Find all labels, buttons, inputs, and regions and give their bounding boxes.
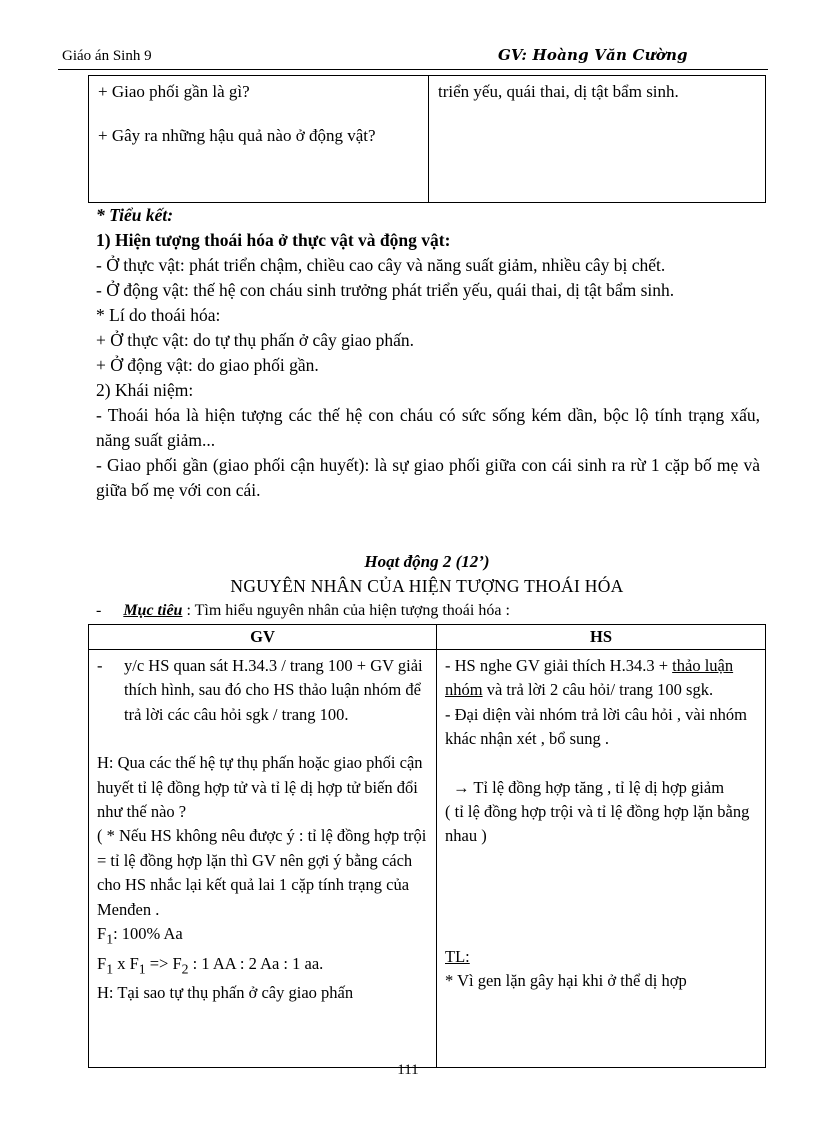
section-2-title: 2) Khái niệm: <box>96 380 194 400</box>
reason-animals: + Ở động vật: do giao phối gần. <box>96 355 319 375</box>
hs-tl-label: TL: <box>445 946 470 966</box>
activity-title: NGUYÊN NHÂN CỦA HIỆN TƯỢNG THOÁI HÓA <box>230 576 624 596</box>
objective-dash: - <box>96 602 102 619</box>
gv-cross-line: $F_1$ x $F_1 => F_2$ : 1 AA : 2 Aa : 1 aa. <box>97 953 324 977</box>
reason-title: * Lí do thoái hóa: <box>96 305 221 325</box>
section-1-animals: - Ở động vật: thế hệ con cháu sinh trưởng phát triển yếu, quái thai, dị tật bẩm sinh. <box>96 280 675 300</box>
gv-f1-line: $F_1$: 100% Aa <box>97 924 183 947</box>
section-2-inbreeding: - Giao phối gần (giao phối cận huyết): là sự giao phối giữa con cái sinh ra rừ 1 cặp bố mẹ và giữa bố mẹ với con cái. <box>96 455 760 500</box>
column-header-hs: HS <box>437 625 766 650</box>
gv-item-dash: - <box>97 656 103 675</box>
top-table-left-cell <box>89 76 429 203</box>
gv-question-1: H: Qua các thế hệ tự thụ phấn hoặc giao phối cận huyết tỉ lệ đồng hợp tử và tỉ lệ dị hợp tử biến đổi như thế nào ? <box>97 753 423 822</box>
header-divider <box>58 69 768 70</box>
page-number: 111 <box>397 1062 419 1078</box>
activity-heading: Hoạt động 2 (12’) <box>364 552 490 571</box>
hs-item-1: - HS nghe GV giải thích H.34.3 + thảo luận nhóm và trả lời 2 câu hỏi/ trang 100 sgk. <box>445 656 734 700</box>
objective-text: : Tìm hiểu nguyên nhân của hiện tượng thoái hóa : <box>182 602 510 619</box>
summary-section <box>96 203 760 503</box>
gv-cell <box>89 650 437 1068</box>
top-answer-text: triển yếu, quái thai, dị tật bẩm sinh. <box>438 82 679 101</box>
section-1-title: 1) Hiện tượng thoái hóa ở thực vật và động vật: <box>96 230 451 250</box>
gv-item-1 <box>97 654 428 727</box>
gv-question-2: H: Tại sao tự thụ phấn ở cây giao phấn <box>97 983 354 1003</box>
top-table <box>88 75 766 203</box>
section-2-degeneration: - Thoái hóa là hiện tượng các thế hệ con cháu có sức sống kém dần, bộc lộ tính trạng xấu, năng suất giảm... <box>96 405 760 450</box>
summary-title: * Tiểu kết: <box>96 205 174 225</box>
reason-plants: + Ở thực vật: do tự thụ phấn ở cây giao phấn. <box>96 330 415 350</box>
header-left: Giáo án Sinh 9 <box>62 48 152 64</box>
header-right: GV: Hoàng Văn Cường <box>498 46 688 64</box>
hs-item-3: → Tỉ lệ đồng hợp tăng , tỉ lệ dị hợp giảm <box>453 777 725 797</box>
hs-item-2: - Đại diện vài nhóm trả lời câu hỏi , vài nhóm khác nhận xét , bổ sung . <box>445 704 747 749</box>
hs-item-5: * Vì gen lặn gây hại khi ở thể dị hợp <box>445 971 687 991</box>
hs-cell <box>437 650 766 1068</box>
section-1-plants: - Ở thực vật: phát triển chậm, chiều cao cây và năng suất giảm, nhiều cây bị chết. <box>96 255 666 275</box>
column-header-gv: GV <box>89 625 437 650</box>
objective-line <box>96 602 510 620</box>
top-table-right-cell <box>429 76 766 203</box>
top-question-1: + Giao phối gần là gì? <box>98 82 250 101</box>
gv-item-1-text: y/c HS quan sát H.34.3 / trang 100 + GV giải thích hình, sau đó cho HS thảo luận nhóm để trả lời các câu hỏi sgk / trang 100. <box>124 656 423 724</box>
main-table <box>88 624 766 1068</box>
top-question-2: + Gây ra những hậu quả nào ở động vật? <box>98 126 376 145</box>
objective-label: Mục tiêu <box>123 602 183 619</box>
hs-item-4: ( tỉ lệ đồng hợp trội và tỉ lệ đồng hợp lặn bằng nhau ) <box>445 802 750 846</box>
arrow-icon: → <box>453 777 470 797</box>
gv-note: ( * Nếu HS không nêu được ý : tỉ lệ đồng hợp trội = tỉ lệ đồng hợp lặn thì GV nên gợi ý bằng cách cho HS nhắc lại kết quả lai 1 cặp tính trạng của Menđen . <box>97 826 427 919</box>
